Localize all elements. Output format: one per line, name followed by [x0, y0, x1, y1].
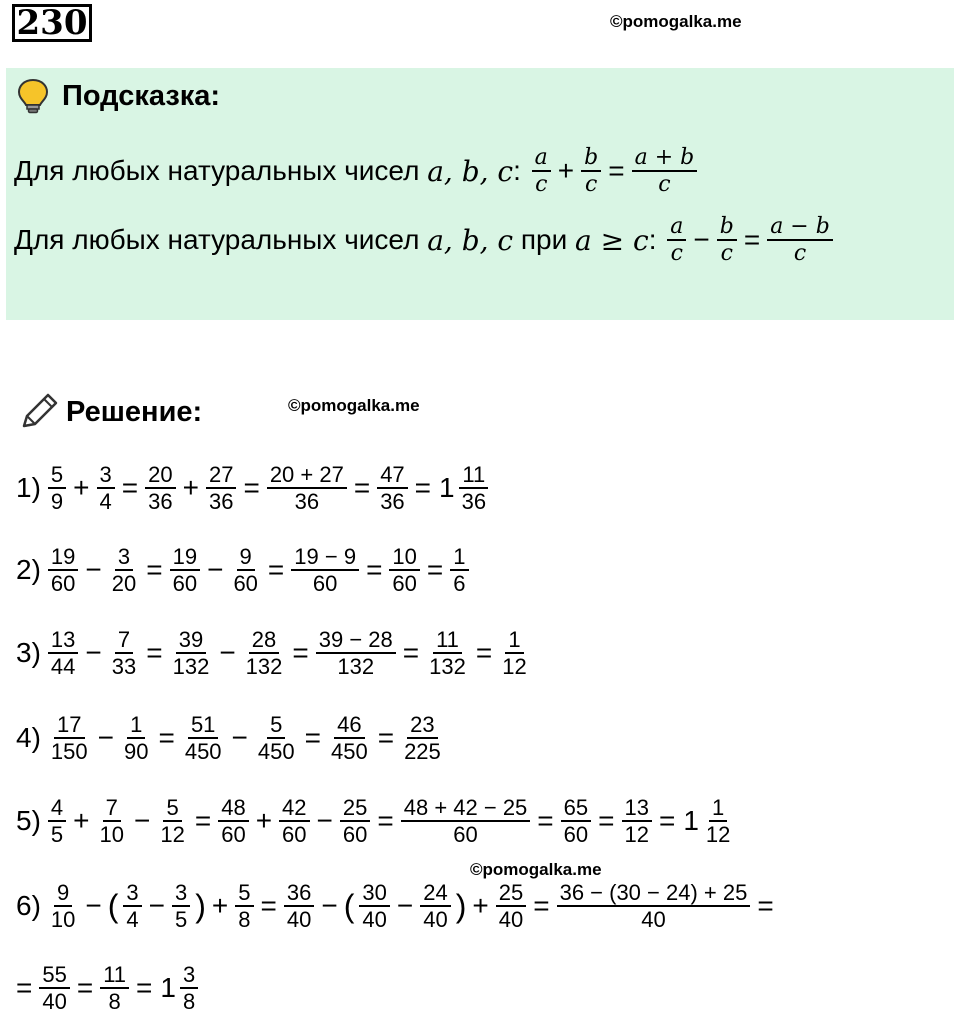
fraction [255, 712, 298, 765]
fraction [182, 712, 225, 765]
denominator: 10 [99, 822, 124, 848]
operator: = [426, 554, 444, 586]
numerator: 51 [188, 712, 218, 739]
operator: = [194, 805, 212, 837]
numerator: 1 [709, 795, 727, 822]
numerator: 9 [237, 544, 255, 571]
operator: − [85, 637, 102, 669]
numerator: 3 [97, 462, 115, 489]
numerator: 65 [561, 795, 591, 822]
hint-title: Подсказка: [62, 80, 221, 112]
hint-text: Для любых натуральных чисел [14, 224, 420, 256]
numerator: 48 [218, 795, 248, 822]
denominator: 10 [50, 907, 76, 933]
operator: − [97, 722, 114, 754]
denominator: 40 [286, 907, 312, 933]
operator: + [182, 472, 199, 504]
fraction [316, 627, 396, 680]
row-label: 3) [16, 637, 41, 669]
solution-row-6-continued [12, 962, 201, 1015]
numerator: 4 [48, 795, 66, 822]
operator: = [743, 224, 761, 256]
denominator: 450 [257, 739, 295, 765]
lightbulb-icon [16, 78, 50, 114]
operator: = [76, 972, 94, 1004]
operator: = [121, 472, 139, 504]
operator: = [533, 890, 550, 922]
problem-number: 230 [12, 4, 92, 42]
fraction [459, 462, 489, 515]
fraction [230, 544, 260, 597]
denominator: 60 [233, 571, 258, 597]
numerator: 19 [48, 544, 78, 571]
denominator: 8 [108, 989, 121, 1015]
denominator: 40 [362, 907, 387, 933]
parenthesis: ( [107, 887, 119, 924]
colon: : [513, 155, 521, 187]
fraction [401, 795, 531, 848]
operator: = [158, 722, 175, 754]
operator: = [16, 972, 33, 1004]
denominator: 40 [42, 989, 67, 1015]
denominator: 450 [330, 739, 368, 765]
numerator: 5 [235, 880, 253, 907]
fraction [109, 627, 139, 680]
denominator: 60 [172, 571, 198, 597]
operator: − [134, 805, 151, 837]
numerator: 30 [359, 880, 389, 907]
denominator: 60 [221, 822, 246, 848]
fraction [48, 627, 78, 680]
denominator: 36 [294, 489, 320, 515]
fraction [328, 712, 371, 765]
fraction [377, 462, 407, 515]
operator: − [207, 554, 224, 586]
operator: − [693, 224, 710, 256]
operator: + [211, 890, 229, 922]
denominator: 12 [160, 822, 185, 848]
numerator: 39 [176, 627, 206, 654]
fraction [206, 462, 236, 515]
operator: = [353, 472, 371, 504]
fraction [243, 627, 286, 680]
solution-row-6 [16, 880, 778, 933]
colon: : [648, 224, 657, 256]
numerator: 23 [407, 712, 437, 739]
numerator: 20 + 27 [267, 462, 347, 489]
fraction [450, 544, 468, 597]
denominator: 5 [175, 907, 188, 933]
solution-title: Решение: [66, 396, 203, 428]
numerator: 42 [279, 795, 309, 822]
fraction [48, 462, 66, 515]
hint-vars: a, b, c [427, 154, 514, 188]
denominator: 40 [498, 907, 524, 933]
operator: + [73, 805, 90, 837]
solution-row-3 [16, 627, 533, 680]
fraction [100, 962, 129, 1015]
hint-vars: a, b, c [427, 223, 514, 257]
operator: + [472, 890, 489, 922]
operator: + [73, 472, 90, 504]
operator: = [267, 554, 285, 586]
denominator: 44 [50, 654, 76, 680]
fraction [97, 795, 127, 848]
denominator: 60 [282, 822, 307, 848]
numerator: 19 − 9 [291, 544, 359, 571]
hint-condition: a ≥ c [575, 223, 649, 257]
operator: − [231, 722, 248, 754]
numerator: 5 [267, 712, 285, 739]
fraction [235, 880, 253, 933]
denominator: 33 [111, 654, 137, 680]
solution-row-4 [16, 712, 447, 765]
denominator: 12 [502, 654, 527, 680]
numerator: 1 [505, 627, 523, 654]
fraction [180, 962, 198, 1015]
fraction [170, 627, 213, 680]
fraction [496, 880, 526, 933]
numerator: 36 [284, 880, 314, 907]
fraction [39, 962, 69, 1015]
numerator: 46 [334, 712, 364, 739]
denominator: 450 [184, 739, 222, 765]
operator: = [260, 890, 277, 922]
numerator: 5 [163, 795, 181, 822]
operator: = [757, 890, 774, 922]
parenthesis: ) [455, 887, 467, 924]
denominator: 60 [342, 822, 368, 848]
operator: − [321, 890, 338, 922]
fraction [340, 795, 370, 848]
hint-cond-word: при [520, 224, 568, 256]
watermark: ©pomogalka.me [288, 396, 420, 415]
operator: = [608, 155, 625, 187]
numerator: 47 [377, 462, 407, 489]
parenthesis: ( [343, 887, 355, 924]
mixed-whole: 1 [160, 972, 176, 1004]
denominator: 90 [123, 739, 149, 765]
numerator: 11 [100, 962, 129, 989]
denominator: 12 [705, 822, 731, 848]
denominator: 36 [380, 489, 405, 515]
solution-row-2 [16, 544, 472, 597]
denominator: 9 [50, 489, 64, 515]
denominator: 6 [453, 571, 466, 597]
operator: − [316, 805, 333, 837]
operator: = [136, 972, 153, 1004]
fraction [499, 627, 529, 680]
fraction [557, 880, 751, 933]
watermark: ©pomogalka.me [470, 860, 602, 879]
fraction [284, 880, 314, 933]
row-label: 1) [16, 472, 41, 504]
denominator: 150 [50, 739, 88, 765]
operator: = [292, 637, 309, 669]
numerator: 7 [115, 627, 133, 654]
fraction: $\frac{a + b}{c}$ [632, 145, 698, 198]
operator: = [658, 805, 676, 837]
denominator: 40 [641, 907, 666, 933]
row-label: 2) [16, 554, 41, 586]
fraction [97, 462, 115, 515]
fraction [389, 544, 419, 597]
fraction [561, 795, 591, 848]
numerator: 11 [459, 462, 488, 489]
operator: = [146, 554, 163, 586]
fraction [48, 712, 91, 765]
numerator: 3 [115, 544, 133, 571]
operator: = [414, 472, 432, 504]
denominator: 132 [337, 654, 375, 680]
numerator: 20 [145, 462, 175, 489]
operator: = [402, 637, 420, 669]
denominator: 60 [312, 571, 338, 597]
denominator: 60 [563, 822, 589, 848]
denominator: 60 [50, 571, 76, 597]
fraction [157, 795, 187, 848]
watermark: ©pomogalka.me [610, 12, 742, 31]
fraction [703, 795, 733, 848]
solution-row-5 [16, 795, 736, 848]
numerator: 36 − (30 − 24) + 25 [557, 880, 751, 907]
numerator: 24 [420, 880, 450, 907]
denominator: 36 [148, 489, 173, 515]
numerator: 3 [180, 962, 198, 989]
fraction [170, 544, 200, 597]
fraction [48, 880, 78, 933]
denominator: 5 [50, 822, 64, 848]
operator: = [475, 637, 493, 669]
numerator: 17 [54, 712, 84, 739]
parenthesis: ) [195, 887, 206, 924]
numerator: 3 [172, 880, 190, 907]
denominator: 20 [111, 571, 137, 597]
fraction [48, 544, 78, 597]
fraction: $\frac{a - b}{c}$ [767, 214, 833, 267]
operator: = [377, 722, 395, 754]
operator: = [366, 554, 383, 586]
fraction: $\frac{b}{c}$ [717, 214, 737, 267]
denominator: 8 [182, 989, 196, 1015]
numerator: 1 [127, 712, 145, 739]
fraction [267, 462, 347, 515]
numerator: 1 [450, 544, 468, 571]
operator: = [304, 722, 321, 754]
row-label: 5) [16, 805, 41, 837]
fraction [279, 795, 309, 848]
operator: − [148, 890, 166, 922]
fraction [359, 880, 389, 933]
hint-text: Для любых натуральных чисел [14, 155, 420, 187]
fraction [622, 795, 652, 848]
denominator: 132 [172, 654, 210, 680]
fraction: $\frac{a}{c}$ [667, 214, 686, 267]
denominator: 4 [99, 489, 112, 515]
operator: = [243, 472, 260, 504]
numerator: 9 [54, 880, 72, 907]
numerator: 13 [622, 795, 652, 822]
mixed-whole: 1 [683, 805, 699, 837]
operator: = [537, 805, 554, 837]
solution-row-1 [16, 462, 492, 515]
operator: − [396, 890, 414, 922]
fraction [426, 627, 469, 680]
fraction [121, 712, 151, 765]
operator: + [255, 805, 273, 837]
numerator: 19 [170, 544, 200, 571]
numerator: 13 [48, 627, 78, 654]
fraction [123, 880, 141, 933]
numerator: 27 [206, 462, 236, 489]
numerator: 3 [123, 880, 141, 907]
fraction [291, 544, 359, 597]
denominator: 132 [245, 654, 283, 680]
numerator: 28 [249, 627, 279, 654]
fraction [420, 880, 450, 933]
denominator: 40 [423, 907, 448, 933]
fraction [145, 462, 175, 515]
denominator: 60 [392, 571, 417, 597]
denominator: 225 [404, 739, 441, 765]
denominator: 132 [429, 654, 466, 680]
row-label: 4) [16, 722, 41, 754]
numerator: 39 − 28 [316, 627, 396, 654]
fraction [48, 795, 66, 848]
fraction: $\frac{b}{c}$ [581, 145, 601, 198]
numerator: 25 [340, 795, 370, 822]
operator: = [377, 805, 394, 837]
operator: = [598, 805, 615, 837]
mixed-whole: 1 [439, 472, 455, 504]
pencil-icon [18, 392, 60, 432]
denominator: 8 [238, 907, 251, 933]
operator: + [557, 155, 575, 187]
hint-line-2 [14, 214, 836, 267]
operator: − [219, 637, 236, 669]
fraction [218, 795, 248, 848]
numerator: 10 [389, 544, 419, 571]
operator: = [146, 637, 163, 669]
denominator: 36 [461, 489, 487, 515]
numerator: 7 [103, 795, 121, 822]
row-label: 6) [16, 890, 41, 922]
fraction [401, 712, 444, 765]
denominator: 4 [126, 907, 139, 933]
numerator: 25 [496, 880, 526, 907]
numerator: 11 [433, 627, 462, 654]
numerator: 48 + 42 − 25 [401, 795, 531, 822]
hint-line-1 [14, 145, 700, 198]
operator: − [85, 890, 102, 922]
fraction [109, 544, 139, 597]
fraction: $\frac{a}{c}$ [532, 145, 551, 198]
operator: − [85, 554, 102, 586]
denominator: 12 [624, 822, 649, 848]
denominator: 36 [208, 489, 234, 515]
denominator: 60 [453, 822, 478, 848]
numerator: 55 [39, 962, 69, 989]
fraction [172, 880, 190, 933]
numerator: 5 [48, 462, 66, 489]
